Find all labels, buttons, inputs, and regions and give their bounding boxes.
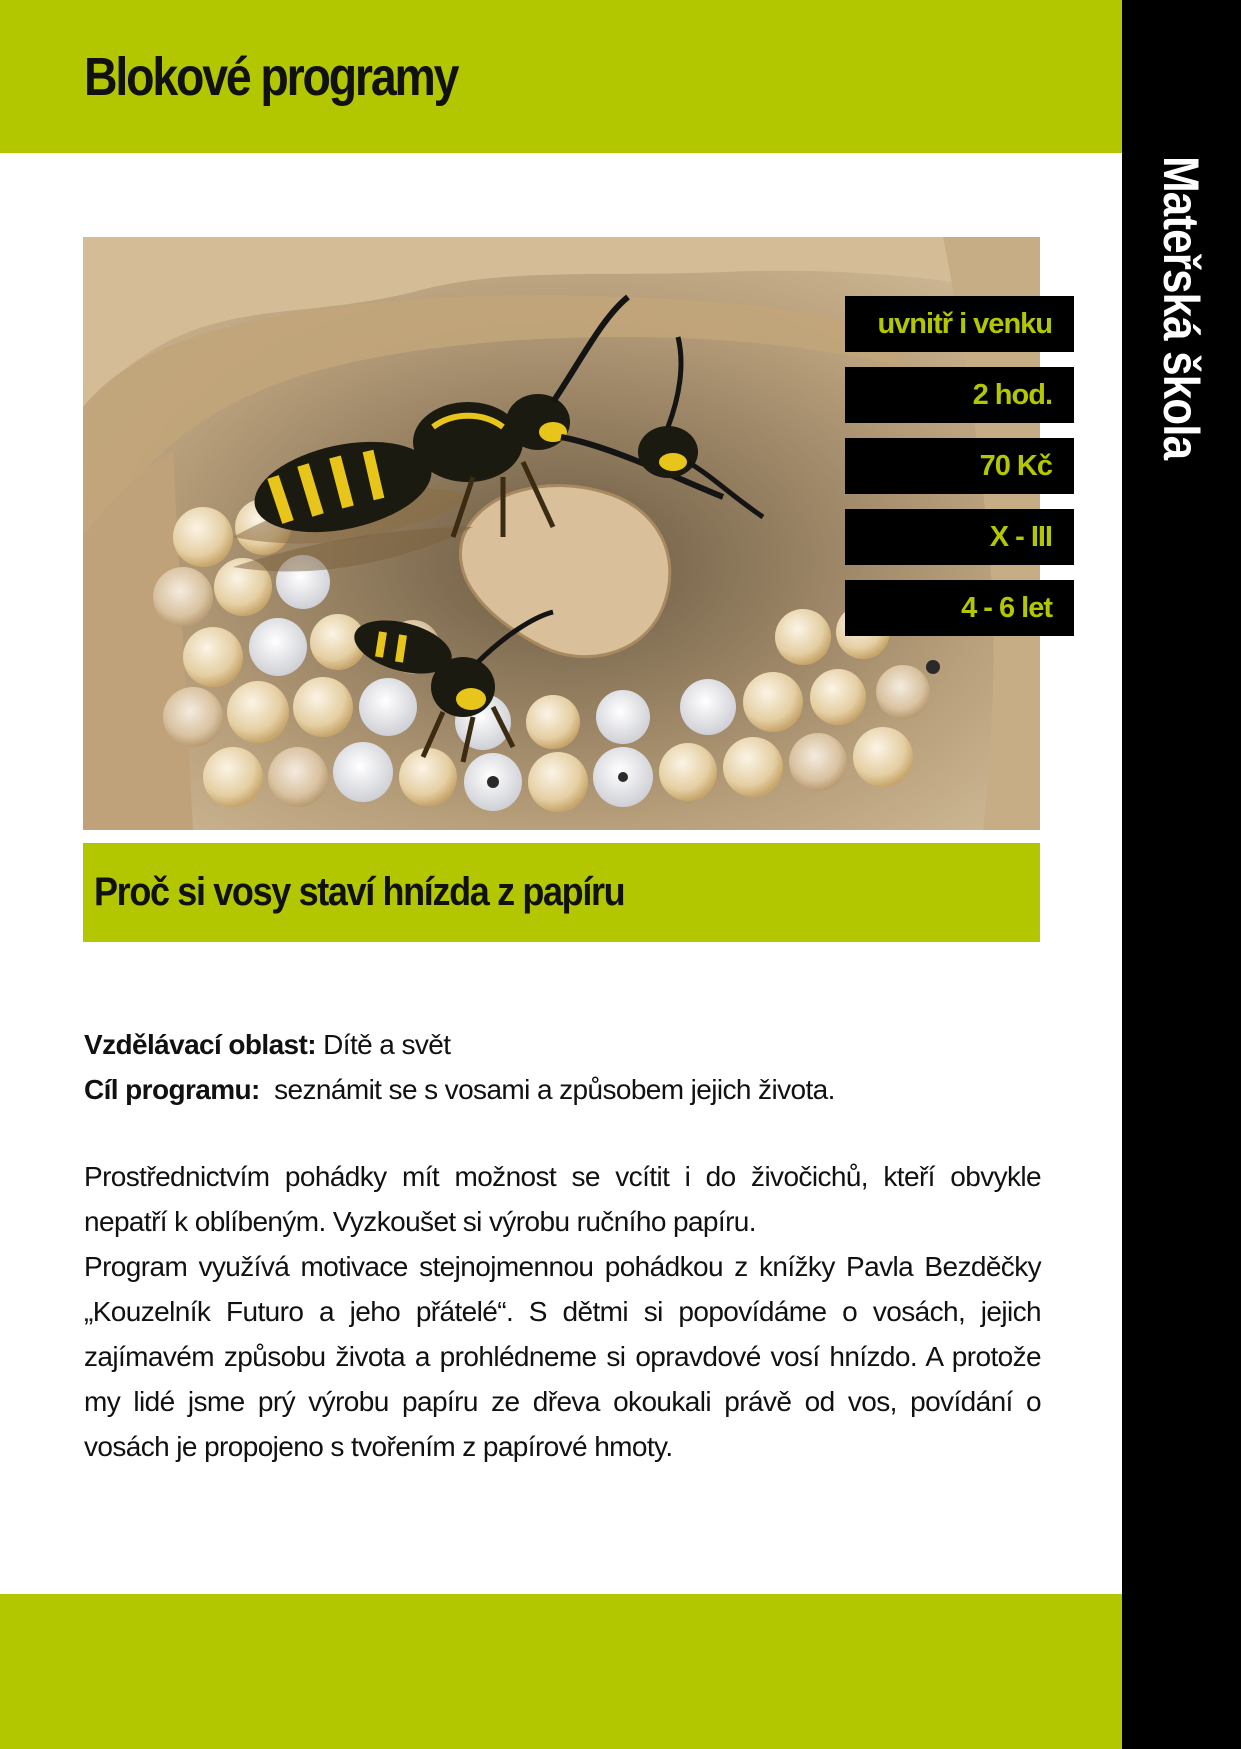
side-label-text: Mateřská škola [1153,156,1209,460]
tag-price: 70 Kč [845,438,1074,494]
side-label [1121,156,1241,536]
goal-label: Cíl programu: [84,1074,260,1105]
area-label: Vzdělávací oblast: [84,1029,316,1060]
tag-months: X - III [845,509,1074,565]
program-description [84,1154,1041,1469]
footer-band [0,1594,1122,1749]
program-title-band [83,843,1040,942]
area-line [84,1022,1044,1067]
tag-age: 4 - 6 let [845,580,1074,636]
tag-location: uvnitř i venku [845,296,1074,352]
description-paragraph-1: Prostřednictvím pohádky mít možnost se vcítit i do živočichů, kteří obvykle nepatří k oblíbeným. Vyzkoušet si výrobu ručního papíru. [84,1161,1041,1237]
tag-duration: 2 hod. [845,367,1074,423]
goal-value: seznámit se s vosami a způsobem jejich života. [274,1074,835,1105]
description-paragraph-2: Program využívá motivace stejnojmennou pohádkou z knížky Pavla Bezděčky „Kouzelník Futuro a jeho přátelé“. S dětmi si popovídáme o vosách, jejich zajímavém způsobu života a prohlédneme si opravdové vosí hnízdo. A protože my lidé jsme prý výrobu papíru ze dřeva okoukali právě od vos, povídání o vosách je propojeno s tvořením z papírové hmoty. [84,1251,1041,1462]
area-value: Dítě a svět [323,1029,451,1060]
program-info [84,1022,1044,1112]
page-title: Blokové programy [84,47,458,107]
program-tags [845,296,1074,651]
goal-line [84,1067,1044,1112]
program-title: Proč si vosy staví hnízda z papíru [94,870,625,914]
